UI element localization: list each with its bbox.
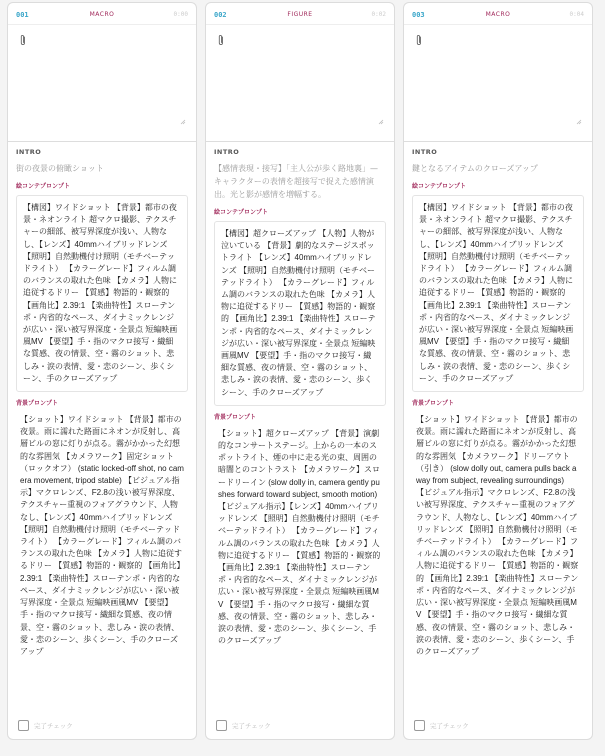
divider xyxy=(8,141,196,142)
scene-number: 001 xyxy=(16,11,29,19)
scene-type-label: FIGURE xyxy=(287,11,313,18)
scene-timestamp: 0:00 xyxy=(173,11,188,18)
divider xyxy=(206,141,394,142)
scene-number: 002 xyxy=(214,11,227,19)
complete-checkbox[interactable] xyxy=(216,720,227,731)
image-drop-area[interactable] xyxy=(16,29,188,131)
scene-timestamp: 0:04 xyxy=(569,11,584,18)
intro-text[interactable]: 街の夜景の俯瞰ショット xyxy=(16,164,104,173)
background-prompt-field[interactable]: 【ショット】ワイドショット 【背景】都市の夜景。雨に濡れた路面にネオンが反射し、高層ビルの窓に灯りが点る。霧がかかった幻想的な雰囲気 【カメラワーク】ドリーアウト（引き） (slow dolly out, camera pulls back away from subject, revealing surroundings) 【ビジュアル指示】マクロレンズ、F2.8の浅い被写界深度、テクスチャー重視のフォアグラウンド、人物なし、【レンズ】40mmハイブリッドレンズ 【照明】自然動機付け照明（モチベーテッドライト） 【カラーグレード】フィルム調のバランスの取れた色味 【カメラ】人物に追従するドリー 【質感】物語的・観察的 【画角比】2.39:1 【楽曲特性】スローテンポ・内省的なペース、ダイナミックレンジが広い・深い被写界深度・全景点 短編映画風MV 【要望】手・指のマクロ接写・繊細な質感、夜の情景、空・霧のショット、悲しみ・涙の表情、愛・恋のシーン、歩くシーン、手のクローズアップ xyxy=(416,415,579,656)
image-drop-area[interactable] xyxy=(412,29,584,131)
intro-text[interactable]: 【感情表現・接写】「主人公が歩く路地裏」— キャラクターの表情を超接写で捉えた感情演出。光と影が感情を増幅する。 xyxy=(214,164,378,199)
image-drop-area[interactable] xyxy=(214,29,386,131)
resize-handle-icon[interactable] xyxy=(180,117,186,125)
scene-type-label: MACRO xyxy=(485,11,511,18)
storyboard-prompt-label: 絵コンテプロンプト xyxy=(16,183,71,190)
resize-handle-icon[interactable] xyxy=(576,117,582,125)
complete-check-row[interactable] xyxy=(216,720,271,731)
card-header xyxy=(8,3,196,25)
intro-label: INTRO xyxy=(214,148,240,156)
card-header xyxy=(206,3,394,25)
background-prompt-label: 背景プロンプト xyxy=(412,400,455,408)
storyboard-prompt-field[interactable]: 【構図】ワイドショット 【背景】都市の夜景・ネオンライト 超マクロ撮影、テクスチャーの細部、被写界深度が浅い、人物なし、【レンズ】40mmハイブリッドレンズ 【照明】自然動機付け照明（モチベーテッドライト） 【カラーグレード】フィルム調のバランスの取れた色味 【カメラ】人物に追従するドリー 【質感】物語的・観察的 【画角比】2.39:1 【楽曲特性】スローテンポ・内省的なペース、ダイナミックレンジが広い・深い被写界深度・全景点 短編映画風MV 【要望】手・指のマクロ接写・繊細な質感、夜の情景、空・霧のショット、悲しみ・涙の表情、愛・恋のシーン、歩くシーン、手のクローズアップ xyxy=(16,195,188,392)
scene-card xyxy=(205,2,395,740)
scene-card xyxy=(7,2,197,740)
background-prompt-label: 背景プロンプト xyxy=(16,400,59,408)
complete-checkbox[interactable] xyxy=(414,720,425,731)
divider xyxy=(404,141,592,142)
intro-text[interactable]: 鍵となるアイテムのクローズアップ xyxy=(412,164,538,173)
background-prompt-field[interactable]: 【ショット】ワイドショット 【背景】都市の夜景。雨に濡れた路面にネオンが反射し、高層ビルの窓に灯りが点る。霧がかかった幻想的な雰囲気 【カメラワーク】固定ショット（ロックオフ） (static locked-off shot, no camera movement, tripod stable) 【ビジュアル指示】マクロレンズ、F2.8の浅い被写界深度、テクスチャー重視のフォアグラウンド、人物なし、【レンズ】40mmハイブリッドレンズ 【照明】自然動機付け照明（モチベーテッドライト） 【カラーグレード】フィルム調のバランスの取れた色味 【カメラ】人物に追従するドリー 【質感】物語的・観察的 【画角比】2.39:1 【楽曲特性】スローテンポ・内省的なペース、ダイナミックレンジが広い・深い被写界深度・全景点 短編映画風MV 【要望】手・指のマクロ接写・繊細な質感、夜の情景、空・霧のショット、悲しみ・涙の表情、愛・恋のシーン、歩くシーン、手のクローズアップ xyxy=(20,415,184,656)
scene-type-label: MACRO xyxy=(89,11,115,18)
complete-check-label: 完了チェック xyxy=(34,722,73,730)
scene-number: 003 xyxy=(412,11,425,19)
scene-timestamp: 0:02 xyxy=(371,11,386,18)
complete-check-label: 完了チェック xyxy=(232,722,271,730)
background-prompt-label: 背景プロンプト xyxy=(214,413,257,421)
complete-check-row[interactable] xyxy=(18,720,73,731)
complete-check-row[interactable] xyxy=(414,720,469,731)
storyboard-prompt-field[interactable]: 【構図】ワイドショット 【背景】都市の夜景・ネオンライト 超マクロ撮影、テクスチャーの細部、被写界深度が浅い、人物なし、【レンズ】40mmハイブリッドレンズ 【照明】自然動機付け照明（モチベーテッドライト） 【カラーグレード】フィルム調のバランスの取れた色味 【カメラ】人物に追従するドリー 【質感】物語的・観察的 【画角比】2.39:1 【楽曲特性】スローテンポ・内省的なペース、ダイナミックレンジが広い・深い被写界深度・全景点 短編映画風MV 【要望】手・指のマクロ接写・繊細な質感、夜の情景、空・霧のショット、悲しみ・涙の表情、愛・恋のシーン、歩くシーン、手のクローズアップ xyxy=(412,195,584,392)
complete-checkbox[interactable] xyxy=(18,720,29,731)
card-header xyxy=(404,3,592,25)
scene-card xyxy=(403,2,593,740)
complete-check-label: 完了チェック xyxy=(430,722,469,730)
resize-handle-icon[interactable] xyxy=(378,117,384,125)
paperclip-icon[interactable] xyxy=(19,34,27,46)
storyboard-prompt-label: 絵コンテプロンプト xyxy=(412,183,467,190)
storyboard-prompt-label: 絵コンテプロンプト xyxy=(214,209,269,216)
paperclip-icon[interactable] xyxy=(217,34,225,46)
background-prompt-field[interactable]: 【ショット】超クローズアップ 【背景】演劇的なコンサートステージ。上からの一本のスポットライト、煙の中に走る光の束、周囲の暗闇とのコントラスト 【カメラワーク】スロードリーイン (slow dolly in, camera gently pushes forward toward subject, smooth motion) 【ビジュアル指示】【レンズ】40mmハイブリッドレンズ 【照明】自然動機付け照明（モチベーテッドライト） 【カラーグレード】フィルム調のバランスの取れた色味 【カメラ】人物に追従するドリー 【質感】物語的・観察的 【画角比】2.39:1 【楽曲特性】スローテンポ・内省的なペース、ダイナミックレンジが広い・深い被写界深度・全景点 短編映画風MV 【要望】手・指のマクロ接写・繊細な質感、夜の情景、空・霧のショット、悲しみ・涙の表情、愛・恋のシーン、歩くシーン、手のクローズアップ xyxy=(218,428,383,646)
intro-label: INTRO xyxy=(412,148,438,156)
storyboard-prompt-field[interactable]: 【構図】超クローズアップ 【人物】人物が泣いている 【背景】劇的なステージスポットライト 【レンズ】40mmハイブリッドレンズ 【照明】自然動機付け照明（モチベーテッドライト） 【カラーグレード】フィルム調のバランスの取れた色味 【カメラ】人物に追従するドリー 【質感】物語的・観察的 【画角比】2.39:1 【楽曲特性】スローテンポ・内省的なペース、ダイナミックレンジが広い・深い被写界深度・全景点 短編映画風MV 【要望】手・指のマクロ接写・繊細な質感、夜の情景、空・霧のショット、悲しみ・涙の表情、愛・恋のシーン、歩くシーン、手のクローズアップ xyxy=(214,221,386,406)
paperclip-icon[interactable] xyxy=(415,34,423,46)
intro-label: INTRO xyxy=(16,148,42,156)
